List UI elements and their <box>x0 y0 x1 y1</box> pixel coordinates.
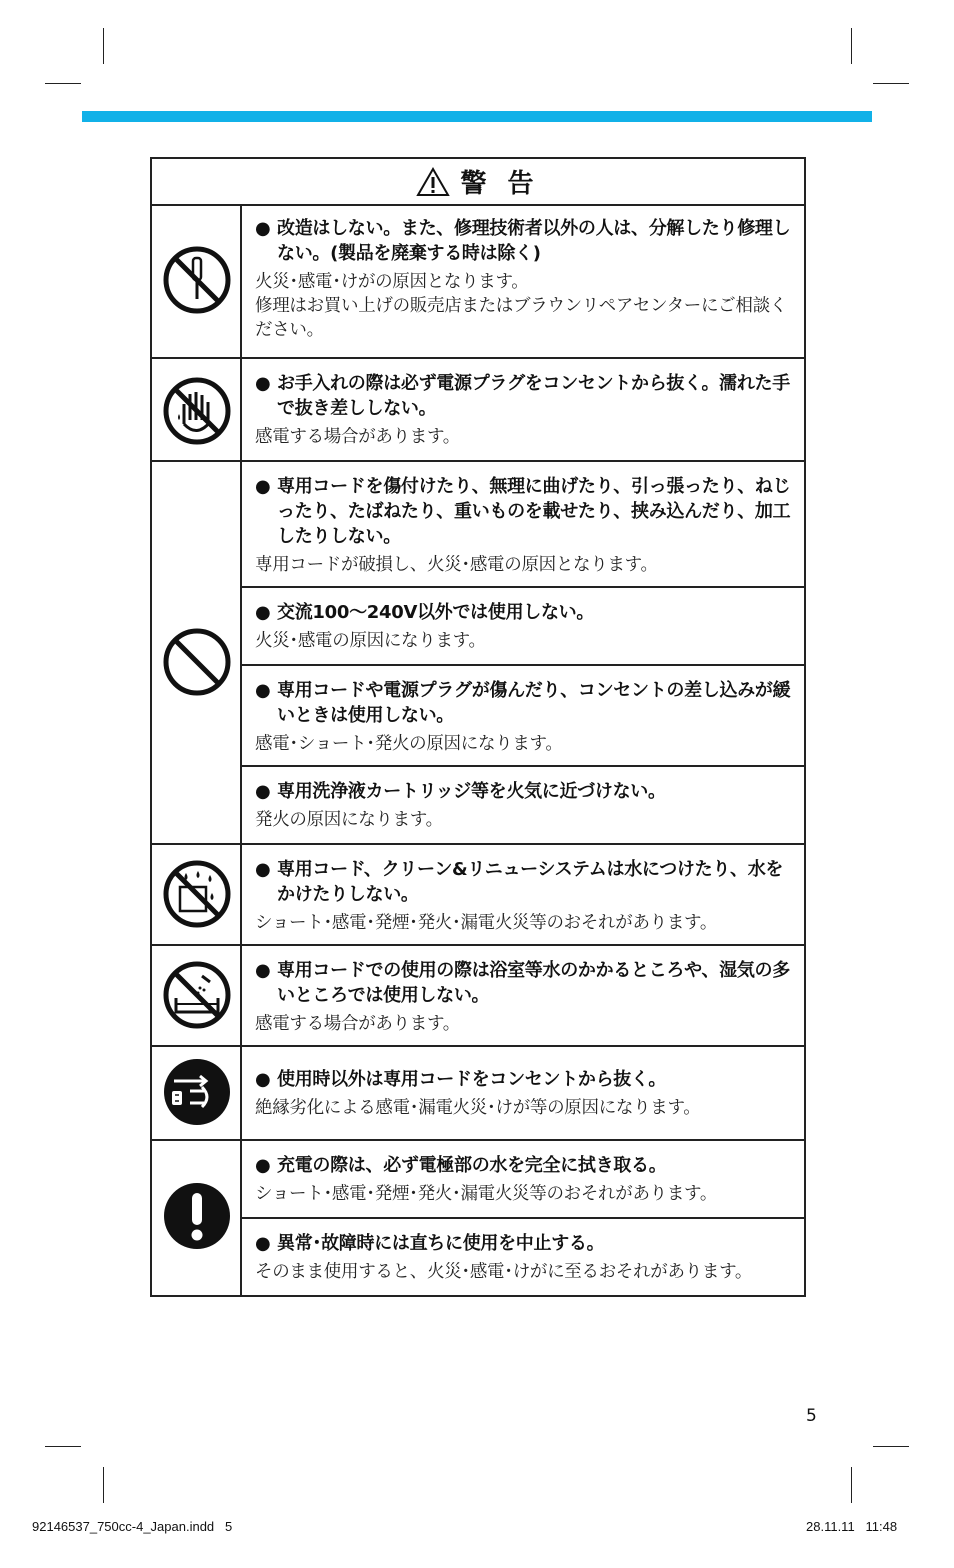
crop-mark <box>45 1446 81 1447</box>
warning-heading: ● 専用コードや電源プラグが傷んだり、コンセントの差し込みが緩いときは使用しない。 <box>255 678 794 728</box>
row-divider <box>152 843 804 845</box>
crop-mark <box>103 1467 104 1503</box>
item-divider <box>242 664 804 666</box>
warning-item <box>255 216 794 342</box>
no-water-icon <box>162 859 232 929</box>
crop-mark <box>873 83 909 84</box>
warning-heading: ● 専用洗浄液カートリッジ等を火気に近づけない。 <box>255 779 794 804</box>
warning-body: 感電する場合があります。 <box>255 1014 460 1034</box>
warning-heading: ● 充電の際は、必ず電極部の水を完全に拭き取る。 <box>255 1153 794 1178</box>
crop-mark <box>103 28 104 64</box>
warning-heading: ● 専用コードでの使用の際は浴室等水のかかるところや、湿気の多いところでは使用しない。 <box>255 958 794 1008</box>
warning-heading: ● 使用時以外は専用コードをコンセントから抜く。 <box>255 1067 794 1092</box>
item-divider <box>242 765 804 767</box>
warning-heading: ● お手入れの際は必ず電源プラグをコンセントから抜く。濡れた手で抜き差ししない。 <box>255 371 794 421</box>
warning-body: ショート･感電･発煙･発火･漏電火災等のおそれがあります。 <box>255 913 718 933</box>
warning-body: 火災･感電の原因になります。 <box>255 631 486 651</box>
warning-body: 感電する場合があります。 <box>255 427 460 447</box>
warning-body: ショート･感電･発煙･発火･漏電火災等のおそれがあります。 <box>255 1184 718 1204</box>
warning-heading: ● 専用コードを傷付けたり、無理に曲げたり、引っ張ったり、ねじったり、たばねたり、重いものを載せたり、挟み込んだり、加工したりしない。 <box>255 474 794 549</box>
warning-body: 火災･感電･けがの原因となります。 修理はお買い上げの販売店またはブラウンリペアセンターにご相談ください。 <box>255 272 787 340</box>
crop-mark <box>873 1446 909 1447</box>
table-header <box>152 159 804 206</box>
top-color-bar <box>82 111 872 122</box>
warning-item <box>255 958 794 1036</box>
warning-body: 発火の原因になります。 <box>255 810 443 830</box>
warning-item <box>255 1231 794 1284</box>
warning-heading: ● 改造はしない。また、修理技術者以外の人は、分解したり修理しない。(製品を廃棄する時は除く) <box>255 216 794 266</box>
row-divider <box>152 357 804 359</box>
warning-heading: ● 異常･故障時には直ちに使用を中止する。 <box>255 1231 794 1256</box>
warning-body: そのまま使用すると、火災･感電･けがに至るおそれがあります。 <box>255 1262 753 1282</box>
mandatory-icon <box>162 1181 232 1251</box>
item-divider <box>242 1217 804 1219</box>
warning-item <box>255 474 794 577</box>
warning-heading: ● 専用コード、クリーン&リニューシステムは水につけたり、水をかけたりしない。 <box>255 857 794 907</box>
item-divider <box>242 586 804 588</box>
no-bathroom-icon <box>162 960 232 1030</box>
warning-body: 専用コードが破損し、火災･感電の原因となります。 <box>255 555 658 575</box>
crop-mark <box>851 28 852 64</box>
crop-mark <box>851 1467 852 1503</box>
warning-body: 絶縁劣化による感電･漏電火災･けが等の原因になります。 <box>255 1098 701 1118</box>
warning-heading: ● 交流100～240V以外では使用しない。 <box>255 600 794 625</box>
icon-column-divider <box>240 204 242 1295</box>
row-divider <box>152 1139 804 1141</box>
warning-item <box>255 678 794 756</box>
warning-item <box>255 600 794 653</box>
warning-item <box>255 857 794 935</box>
warning-body: 感電･ショート･発火の原因になります。 <box>255 734 563 754</box>
warning-item <box>255 1067 794 1120</box>
crop-mark <box>45 83 81 84</box>
row-divider <box>152 944 804 946</box>
warning-triangle-icon <box>416 167 450 197</box>
page-number: 5 <box>806 1406 817 1426</box>
warning-table <box>150 157 806 1297</box>
no-disassembly-icon <box>162 245 232 315</box>
warning-item <box>255 371 794 449</box>
footer-timestamp: 28.11.11 11:48 <box>806 1519 898 1534</box>
row-divider <box>152 1045 804 1047</box>
no-wet-hands-icon <box>162 376 232 446</box>
warning-item <box>255 1153 794 1206</box>
prohibited-icon <box>162 627 232 697</box>
unplug-icon <box>162 1057 232 1127</box>
header-title: 警 告 <box>460 169 540 199</box>
footer-filename: 92146537_750cc-4_Japan.indd 5 <box>32 1519 233 1534</box>
row-divider <box>152 460 804 462</box>
warning-item <box>255 779 794 832</box>
